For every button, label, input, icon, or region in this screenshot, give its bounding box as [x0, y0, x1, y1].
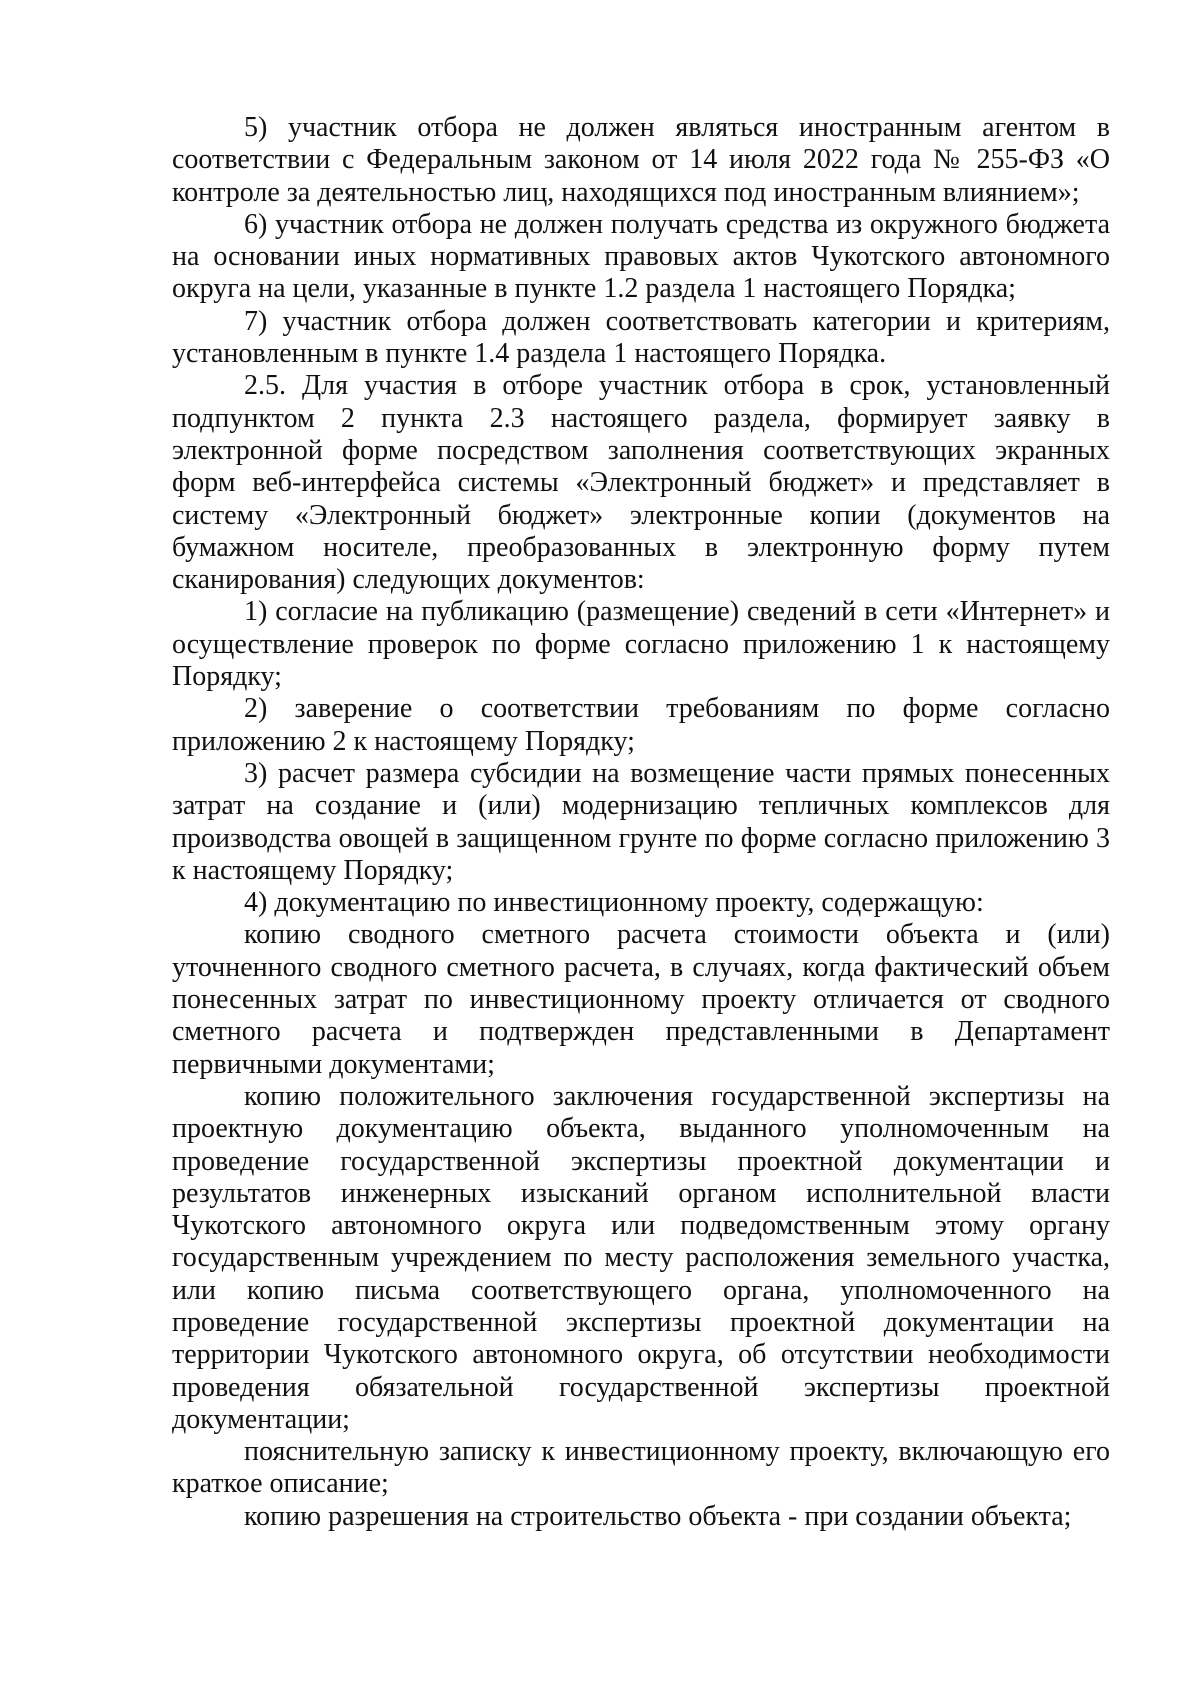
paragraph-explanatory-note: пояснительную записку к инвестиционному проекту, включающую его краткое описание;	[172, 1436, 1110, 1500]
paragraph-doc-3: 3) расчет размера субсидии на возмещение части прямых понесенных затрат на создание и (или) модернизацию тепличных комплексов для производства овощей в защищенном грунте по форме согласно приложению 3 к настоящему Порядку;	[172, 757, 1110, 886]
paragraph-doc-4: 4) документацию по инвестиционному проекту, содержащую:	[244, 887, 984, 919]
document-body	[172, 112, 1110, 1533]
paragraph-building-permit: копию разрешения на строительство объекта - при создании объекта;	[244, 1500, 1072, 1532]
paragraph-expertise-copy: копию положительного заключения государственной экспертизы на проектную документацию объекта, выданного уполномоченным на проведение государственной экспертизы проектной документации и результатов инженерных изысканий органом исполнительной власти Чукотского автономного округа или подведомственным этому органу государственным учреждением по месту расположения земельного участка, или копию письма соответствующего органа, уполномоченного на проведение государственной экспертизы проектной документации на территории Чукотского автономного округа, об отсутствии необходимости проведения обязательной государственной экспертизы проектной документации;	[172, 1080, 1110, 1435]
paragraph-item-5: 5) участник отбора не должен являться иностранным агентом в соответствии с Федеральным законом от 14 июля 2022 года № 255-ФЗ «О контроле за деятельностью лиц, находящихся под иностранным влиянием»;	[172, 112, 1110, 208]
paragraph-item-7: 7) участник отбора должен соответствовать категории и критериям, установленным в пункте 1.4 раздела 1 настоящего Порядка.	[172, 305, 1110, 370]
paragraph-doc-2: 2) заверение о соответствии требованиям по форме согласно приложению 2 к настоящему Порядку;	[172, 693, 1110, 757]
paragraph-doc-1: 1) согласие на публикацию (размещение) сведений в сети «Интернет» и осуществление проверок по форме согласно приложению 1 к настоящему Порядку;	[172, 596, 1110, 693]
paragraph-item-6: 6) участник отбора не должен получать средства из окружного бюджета на основании иных нормативных правовых актов Чукотского автономного округа на цели, указанные в пункте 1.2 раздела 1 настоящего Порядка;	[172, 208, 1110, 305]
paragraph-estimate-copy: копию сводного сметного расчета стоимости объекта и (или) уточненного сводного сметного расчета, в случаях, когда фактический объем понесенных затрат по инвестиционному проекту отличается от сводного сметного расчета и подтвержден представленными в Департамент первичными документами;	[172, 919, 1110, 1080]
paragraph-section-2-5: 2.5. Для участия в отборе участник отбора в срок, установленный подпунктом 2 пункта 2.3 настоящего раздела, формирует заявку в электронной форме посредством заполнения соответствующих экранных форм веб-интерфейса системы «Электронный бюджет» и представляет в систему «Электронный бюджет» электронные копии (документов на бумажном носителе, преобразованных в электронную форму путем сканирования) следующих документов:	[172, 370, 1110, 596]
